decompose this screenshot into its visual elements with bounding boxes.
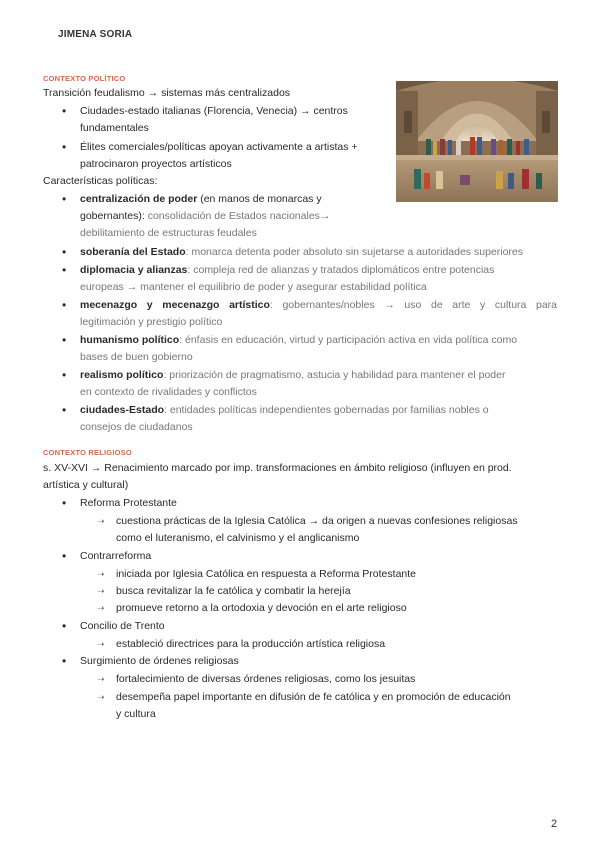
feature-desc: : entidades políticas independientes gobernadas por familias nobles o [164,404,489,416]
feature-term: centralización de poder [80,193,198,205]
section-heading-religious: CONTEXTO RELIGIOSO [43,448,132,457]
feature-desc: : gobernantes/nobles → uso de arte y cultura para [269,299,558,311]
feature-item-line: bases de buen gobierno [80,351,193,363]
religious-item: cuestiona prácticas de la Iglesia Católica → da origen a nuevas confesiones religiosas [116,515,518,527]
arrow-bullet-icon: ➝ [97,586,105,596]
religious-item: promueve retorno a la ortodoxia y devoción en el arte religioso [116,602,407,614]
feature-desc: : compleja red de alianzas y tratados diplomáticos entre potencias [187,264,495,276]
religious-group-title: Contrarreforma [80,550,152,562]
feature-item-line: europeas → mantener el equilibrio de poder y asegurar estabilidad política [80,281,427,293]
feature-item-line: debilitamiento de estructuras feudales [80,227,257,239]
arrow-bullet-icon: ➝ [97,516,105,526]
feature-item [80,332,517,349]
bullet-dot: • [62,403,67,417]
religious-group-title: Concilio de Trento [80,620,165,632]
section-heading-political: CONTEXTO POLÍTICO [43,74,126,83]
religious-item: busca revitalizar la fe católica y combatir la herejía [116,585,351,597]
bullet-dot: • [62,496,67,510]
religious-item: estableció directrices para la producción artística religiosa [116,638,386,650]
feature-term: mecenazgo y mecenazgo artístico [80,299,270,311]
feature-item [80,297,557,314]
bullet-dot: • [62,245,67,259]
bullet-dot: • [62,192,67,206]
feature-item [80,262,494,279]
religious-item: desempeña papel importante en difusión de fe católica y en promoción de educación [116,691,511,703]
religious-item: iniciada por Iglesia Católica en respuesta a Reforma Protestante [116,568,416,580]
feature-item [80,191,322,208]
political-bullet-line: patrocinaron proyectos artísticos [80,158,232,170]
religious-group-title: Reforma Protestante [80,497,177,509]
feature-desc: : priorización de pragmatismo, astucia y habilidad para mantener el poder [163,369,506,381]
bullet-dot: • [62,140,67,154]
feature-item [80,367,505,384]
feature-desc: : énfasis en educación, virtud y participación activa en vida política como [179,334,518,346]
feature-desc: gobernantes): [80,210,145,222]
political-intro: Transición feudalismo → sistemas más centralizados [43,87,291,99]
political-bullet-line: Ciudades-estado italianas (Florencia, Venecia) → centros [80,105,348,117]
arrow-bullet-icon: ➝ [97,569,105,579]
feature-item-line: legitimación y prestigio político [80,316,223,328]
religious-item: como el luteranismo, el calvinismo y el anglicanismo [116,532,360,544]
feature-term: ciudades-Estado [80,404,165,416]
religious-item: y cultura [116,708,156,720]
arrow-bullet-icon: ➝ [97,692,105,702]
political-bullet-line: Élites comerciales/políticas apoyan activamente a artistas + [80,141,358,153]
feature-term: soberanía del Estado [80,246,186,258]
page-number: 2 [551,818,558,830]
bullet-dot: • [62,549,67,563]
feature-term: realismo político [80,369,164,381]
feature-desc: (en manos de monarcas y [197,193,322,205]
feature-item-line: consejos de ciudadanos [80,421,193,433]
bullet-dot: • [62,298,67,312]
features-label: Características políticas: [43,175,158,187]
feature-item-line [80,208,330,225]
bullet-dot: • [62,368,67,382]
religious-group-title: Surgimiento de órdenes religiosas [80,655,239,667]
feature-desc: : monarca detenta poder absoluto sin sujetarse a autoridades superiores [185,246,523,258]
feature-term: diplomacia y alianzas [80,264,188,276]
renaissance-painting-image [396,81,558,202]
feature-item-line: en contexto de rivalidades y conflictos [80,386,257,398]
feature-term: humanismo político [80,334,180,346]
bullet-dot: • [62,104,67,118]
arrow-bullet-icon: ➝ [97,639,105,649]
arrow-bullet-icon: ➝ [97,603,105,613]
arrow-bullet-icon: ➝ [97,674,105,684]
religious-item: fortalecimiento de diversas órdenes religiosas, como los jesuitas [116,673,416,685]
bullet-dot: • [62,654,67,668]
political-bullet-line: fundamentales [80,122,149,134]
bullet-dot: • [62,263,67,277]
bullet-dot: • [62,333,67,347]
feature-item [80,402,489,419]
religious-intro: s. XV-XVI → Renacimiento marcado por imp. transformaciones en ámbito religioso (influyen en prod. [43,462,512,474]
feature-item [80,244,523,261]
feature-desc: consolidación de Estados nacionales→ [144,210,331,222]
religious-intro: artística y cultural) [43,479,129,491]
bullet-dot: • [62,619,67,633]
author-name: JIMENA SORIA [58,29,133,40]
